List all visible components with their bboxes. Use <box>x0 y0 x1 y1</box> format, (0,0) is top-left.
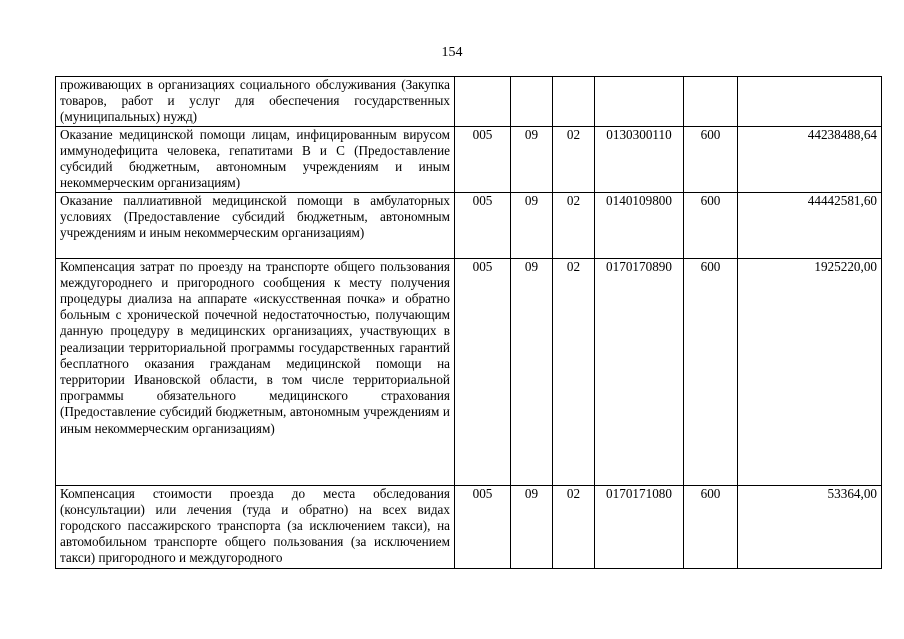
table-row <box>56 485 882 568</box>
target-article-code <box>595 77 684 127</box>
section-code: 09 <box>511 258 553 485</box>
row-description: Компенсация стоимости проезда до места обследования (консультации) или лечения (туда и обратно) на всех видах городского пассажирского транспорта (за исключением такси), на автомобильном транспорте общего пользования (за исключением такси) пригородного и междугородного <box>56 485 455 568</box>
expense-type-code: 600 <box>684 192 738 258</box>
amount <box>738 77 882 127</box>
amount: 1925220,00 <box>738 258 882 485</box>
ministry-code: 005 <box>455 485 511 568</box>
target-article-code: 0170170890 <box>595 258 684 485</box>
section-code: 09 <box>511 485 553 568</box>
expense-type-code: 600 <box>684 258 738 485</box>
section-code: 09 <box>511 192 553 258</box>
budget-table <box>55 76 882 569</box>
target-article-code: 0170171080 <box>595 485 684 568</box>
subsection-code: 02 <box>553 126 595 192</box>
amount: 44238488,64 <box>738 126 882 192</box>
amount: 44442581,60 <box>738 192 882 258</box>
section-code: 09 <box>511 126 553 192</box>
row-description: проживающих в организациях социального обслуживания (Закупка товаров, работ и услуг для обеспечения государственных (муниципальных) нужд) <box>56 77 455 127</box>
expense-type-code: 600 <box>684 485 738 568</box>
amount: 53364,00 <box>738 485 882 568</box>
ministry-code: 005 <box>455 192 511 258</box>
subsection-code: 02 <box>553 192 595 258</box>
table-row <box>56 192 882 258</box>
page-number: 154 <box>441 45 463 60</box>
row-description: Оказание паллиативной медицинской помощи в амбулаторных условиях (Предоставление субсидий бюджетным, автономным учреждениям и иным некоммерческим организациям) <box>56 192 455 258</box>
ministry-code: 005 <box>455 258 511 485</box>
expense-type-code: 600 <box>684 126 738 192</box>
ministry-code <box>455 77 511 127</box>
table-row <box>56 77 882 127</box>
row-description: Оказание медицинской помощи лицам, инфицированным вирусом иммунодефицита человека, гепатитами В и С (Предоставление субсидий бюджетным, автономным учреждениям и иным некоммерческим организациям) <box>56 126 455 192</box>
target-article-code: 0140109800 <box>595 192 684 258</box>
section-code <box>511 77 553 127</box>
table-row <box>56 258 882 485</box>
target-article-code: 0130300110 <box>595 126 684 192</box>
ministry-code: 005 <box>455 126 511 192</box>
subsection-code <box>553 77 595 127</box>
row-description: Компенсация затрат по проезду на транспорте общего пользования междугороднего и пригородного сообщения к месту получения процедуры диализа на аппарате «искусственная почка» и обратно больным с хронической почечной недостаточностью, получающим данную процедуру в медицинских организациях, участвующих в реализации территориальной программы государственных гарантий бесплатного оказания гражданам медицинской помощи на территории Ивановской области, в том числе территориальной программы обязательного медицинского страхования (Предоставление субсидий бюджетным, автономным учреждениям и иным некоммерческим организациям) <box>56 258 455 485</box>
expense-type-code <box>684 77 738 127</box>
subsection-code: 02 <box>553 485 595 568</box>
subsection-code: 02 <box>553 258 595 485</box>
table-row <box>56 126 882 192</box>
